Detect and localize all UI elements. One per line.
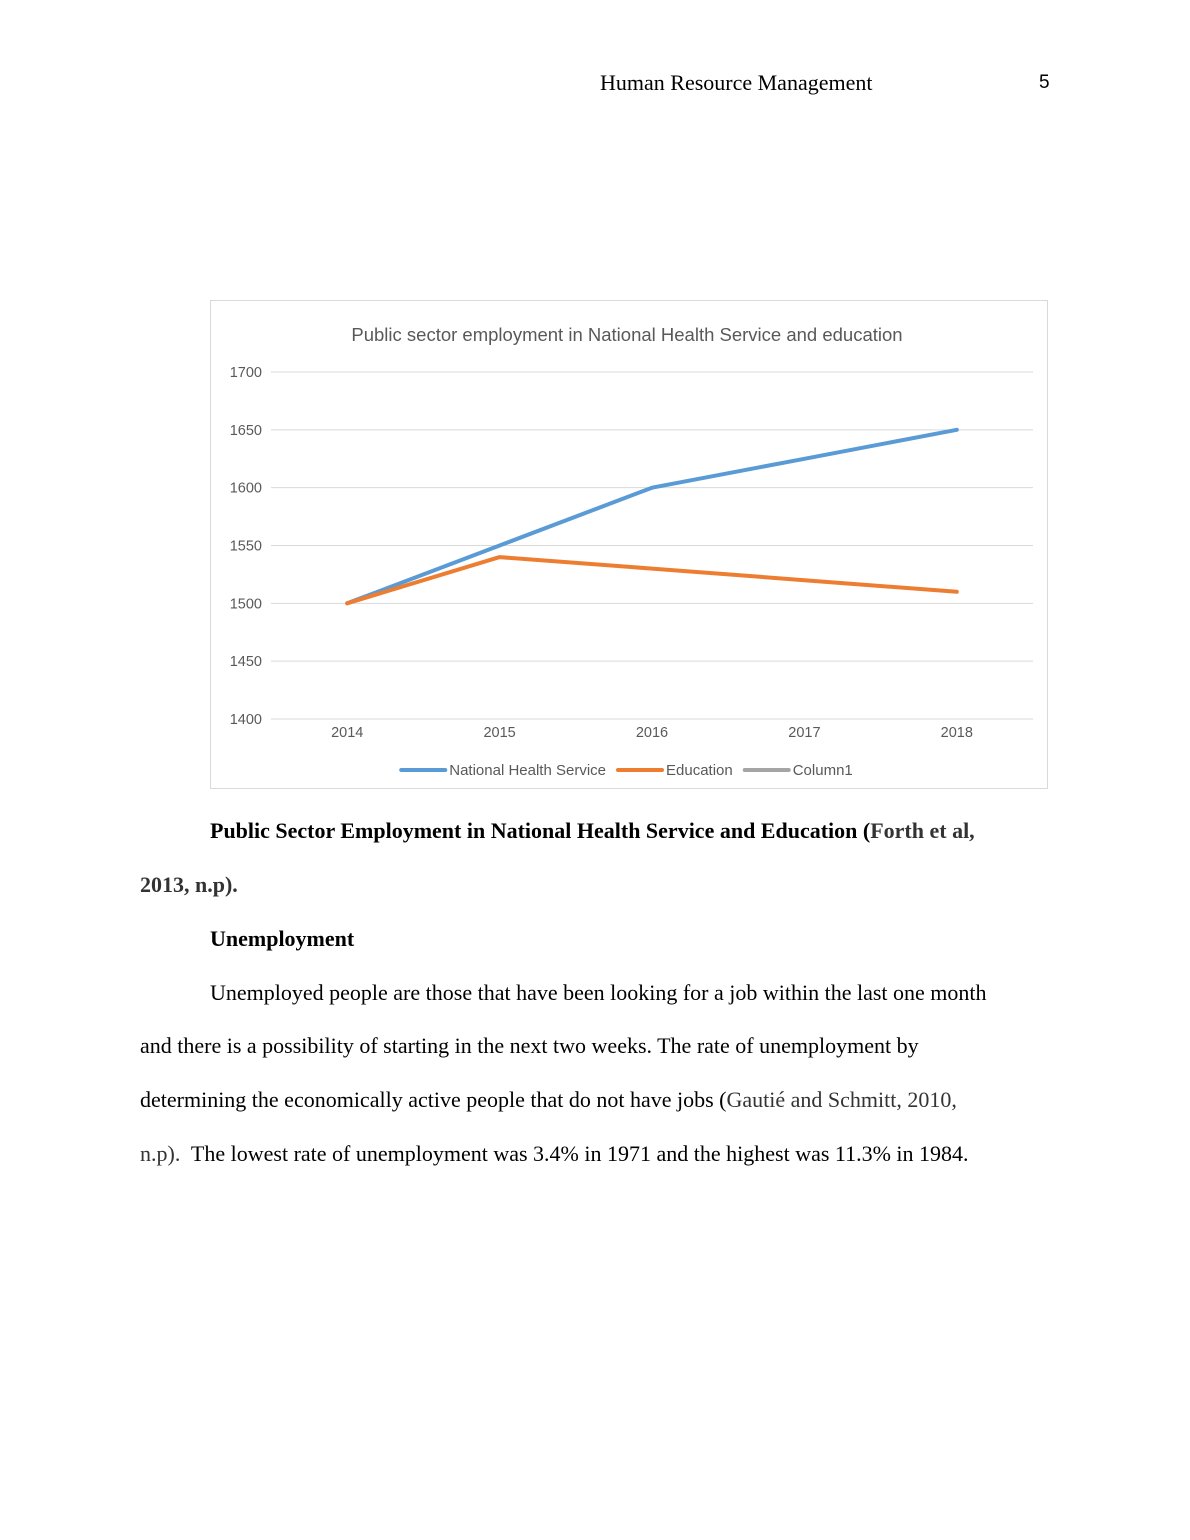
- x-tick-label-2014: 2014: [331, 725, 364, 741]
- figure-caption-line-1: [210, 818, 975, 844]
- caption-citation: Forth et al,: [870, 818, 975, 843]
- paragraph-line-4: [140, 1141, 969, 1167]
- legend-label-column1: Column1: [792, 762, 853, 779]
- y-tick-label-1650: 1650: [229, 422, 262, 439]
- legend-label-education: Education: [666, 762, 733, 779]
- y-tick-label-1600: 1600: [229, 480, 262, 497]
- paragraph-line-3-text: determining the economically active people that do not have jobs (: [140, 1087, 727, 1112]
- y-tick-label-1700: 1700: [229, 365, 262, 381]
- x-axis-tick-labels: [331, 725, 973, 741]
- line-chart: [210, 300, 1048, 789]
- y-tick-label-1450: 1450: [229, 654, 262, 671]
- x-tick-label-2018: 2018: [940, 725, 973, 741]
- paragraph-line-1: Unemployed people are those that have been looking for a job within the last one month: [210, 980, 987, 1005]
- chart-gridlines: [271, 372, 1033, 719]
- legend-item-column1: [745, 762, 853, 779]
- x-tick-label-2015: 2015: [483, 725, 516, 741]
- legend-item-education: [618, 762, 733, 779]
- caption-citation-year: 2013, n.p).: [140, 872, 238, 897]
- chart-legend: [401, 762, 853, 779]
- paragraph-line-2: and there is a possibility of starting in the next two weeks. The rate of unemployment by: [140, 1033, 919, 1058]
- paragraph-line-4-text: The lowest rate of unemployment was 3.4% in 1971 and the highest was 11.3% in 1984.: [180, 1141, 969, 1166]
- y-axis-tick-labels: [230, 365, 262, 728]
- y-tick-label-1500: 1500: [229, 596, 262, 613]
- figure-caption-line-2: [140, 872, 238, 898]
- paragraph-citation-end: n.p).: [140, 1141, 181, 1166]
- caption-bold-text: Public Sector Employment in National Health Service and Education (: [210, 818, 871, 843]
- legend-label-national-health-service: National Health Service: [449, 762, 606, 779]
- page-number: 5: [1039, 72, 1050, 93]
- legend-item-national-health-service: [401, 762, 606, 779]
- paragraph-citation: Gautié and Schmitt, 2010,: [726, 1087, 957, 1112]
- y-tick-label-1550: 1550: [229, 538, 262, 555]
- y-tick-label-1400: 1400: [229, 712, 262, 728]
- chart-title: Public sector employment in National Health Service and education: [351, 324, 903, 345]
- series-line-education: [347, 557, 957, 603]
- chart-series: [347, 430, 957, 604]
- chart-canvas: [211, 301, 1049, 790]
- x-tick-label-2016: 2016: [635, 725, 669, 741]
- x-tick-label-2017: 2017: [788, 725, 821, 741]
- running-header-title: Human Resource Management: [600, 70, 873, 95]
- paragraph-line-3: [140, 1087, 957, 1113]
- section-heading: Unemployment: [210, 926, 355, 951]
